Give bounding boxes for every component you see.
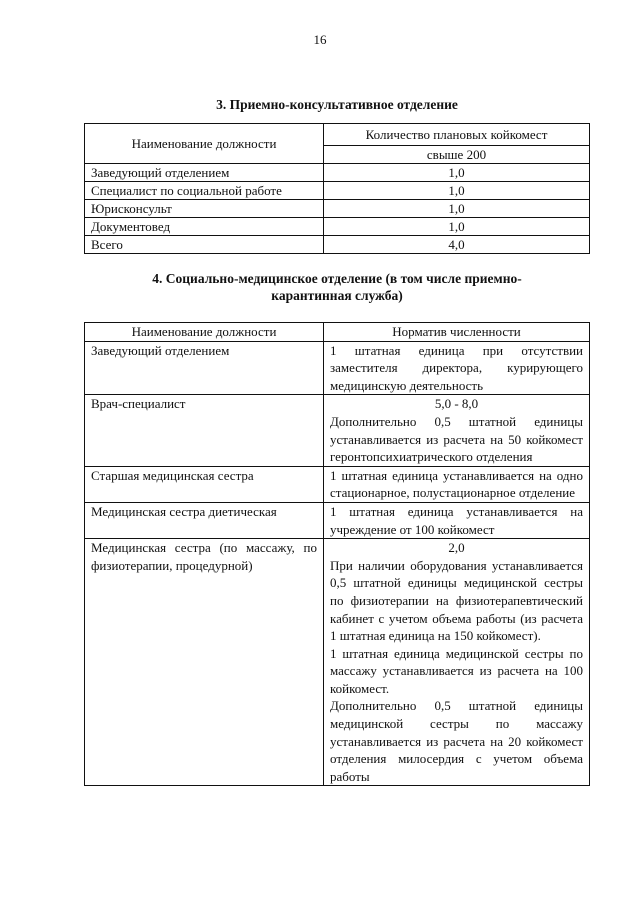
staffing-norm: [324, 466, 590, 502]
section-3-title: 3. Приемно-консультативное отделение: [216, 97, 458, 112]
reception-staff-table: [84, 123, 590, 254]
staffing-norm: [324, 539, 590, 786]
table-row: [85, 164, 590, 182]
norm-value: 2,0: [448, 540, 465, 556]
table-header-row: [85, 124, 590, 146]
staffing-norm: [324, 341, 590, 395]
position-name: Документовед: [85, 218, 324, 236]
total-label: Всего: [85, 236, 324, 254]
position-name: Заведующий отделением: [85, 341, 324, 395]
norm-text: При наличии оборудования устанавливается 0,5 штатной единицы медицинской сестры по физиотерапии на физиотерапевтический кабинет с учетом объема работы (из расчета 1 штатная единица на 150 койкомест).: [330, 557, 583, 644]
column-header-position: Наименование должности: [85, 323, 324, 342]
table-row: [85, 502, 590, 538]
column-header-beds: Количество плановых койкомест: [324, 124, 590, 146]
position-count: 1,0: [324, 182, 590, 200]
norm-value: 5,0 - 8,0: [434, 396, 479, 412]
position-name: Врач-специалист: [85, 395, 324, 466]
position-count: 1,0: [324, 164, 590, 182]
norm-text: Дополнительно 0,5 штатной единицы устанавливается из расчета на 50 койкомест геронтопсихиатрического отделения: [330, 413, 583, 465]
table-row: [85, 200, 590, 218]
total-count: 4,0: [324, 236, 590, 254]
staffing-norm: [324, 502, 590, 538]
social-medical-staff-table: [84, 322, 590, 786]
position-name: Медицинская сестра диетическая: [85, 502, 324, 538]
staffing-norm: [324, 395, 590, 466]
section-4-title: [84, 270, 590, 304]
table-row: [85, 182, 590, 200]
column-header-position: Наименование должности: [85, 124, 324, 164]
norm-text: 1 штатная единица медицинской сестры по массажу устанавливается из расчета на 100 койкомест.: [330, 645, 583, 696]
table-row: [85, 395, 590, 466]
norm-text: Дополнительно 0,5 штатной единицы медицинской сестры по массажу устанавливается из расчета на 20 койкомест отделения милосердия с учетом объема работы: [330, 698, 583, 784]
section-4-title-line2: карантинная служба): [271, 288, 403, 303]
table-row: [85, 218, 590, 236]
table-row: [85, 539, 590, 786]
table-header-row: [85, 323, 590, 342]
page-number: 16: [313, 32, 327, 47]
position-name: Специалист по социальной работе: [85, 182, 324, 200]
table-row-total: [85, 236, 590, 254]
position-name: Юрисконсульт: [85, 200, 324, 218]
position-count: 1,0: [324, 218, 590, 236]
norm-text: 1 штатная единица устанавливается на одно стационарное, полустационарное отделение: [330, 467, 583, 501]
column-subheader-over-200: свыше 200: [324, 146, 590, 164]
norm-text: 1 штатная единица устанавливается на учреждение от 100 койкомест: [330, 503, 583, 537]
column-header-norm: Норматив численности: [324, 323, 590, 342]
position-name: Заведующий отделением: [85, 164, 324, 182]
table-row: [85, 341, 590, 395]
position-name: Медицинская сестра (по массажу, по физиотерапии, процедурной): [85, 539, 324, 786]
section-4-title-line1: 4. Социально-медицинское отделение (в том числе приемно-: [152, 271, 522, 286]
position-count: 1,0: [324, 200, 590, 218]
table-row: [85, 466, 590, 502]
norm-text: 1 штатная единица при отсутствии заместителя директора, курирующего медицинскую деятельность: [330, 342, 583, 393]
position-name: Старшая медицинская сестра: [85, 466, 324, 502]
